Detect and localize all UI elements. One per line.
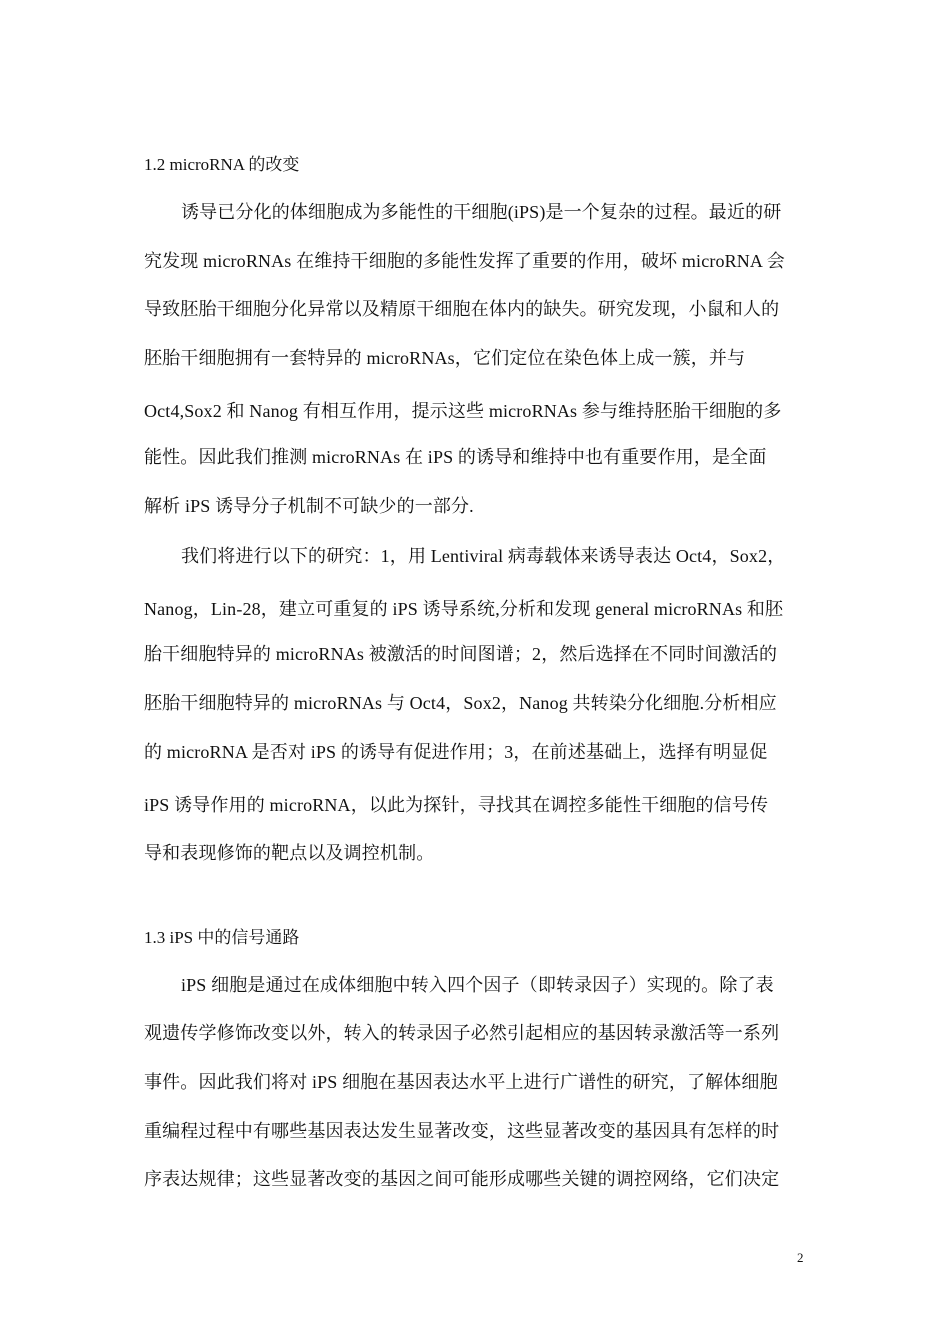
- paragraph-line: 导致胚胎干细胞分化异常以及精原干细胞在体内的缺失。研究发现，小鼠和人的: [144, 299, 780, 319]
- page-number: 2: [797, 1250, 804, 1265]
- paragraph-line: 能性。因此我们推测 microRNAs 在 iPS 的诱导和维持中也有重要作用，是全面: [144, 447, 767, 467]
- paragraph-line: 观遗传学修饰改变以外，转入的转录因子必然引起相应的基因转录激活等一系列: [144, 1023, 780, 1043]
- paragraph-line: Oct4,Sox2 和 Nanog 有相互作用，提示这些 microRNAs 参与维持胚胎干细胞的多: [144, 401, 782, 421]
- paragraph-line: iPS 诱导作用的 microRNA，以此为探针，寻找其在调控多能性干细胞的信号传: [144, 795, 769, 815]
- paragraph-line: 我们将进行以下的研究：1，用 Lentiviral 病毒载体来诱导表达 Oct4，Sox2，: [181, 546, 786, 566]
- paragraph-line: 导和表现修饰的靶点以及调控机制。: [144, 843, 435, 863]
- paragraph-line: 诱导已分化的体细胞成为多能性的干细胞(iPS)是一个复杂的过程。最近的研: [181, 202, 782, 222]
- paragraph-line: 序表达规律；这些显著改变的基因之间可能形成哪些关键的调控网络，它们决定: [144, 1169, 780, 1189]
- paragraph-line: 解析 iPS 诱导分子机制不可缺少的一部分.: [144, 496, 474, 516]
- section-heading-1-2: 1.2 microRNA 的改变: [144, 155, 300, 174]
- paragraph-line: Nanog，Lin-28，建立可重复的 iPS 诱导系统,分析和发现 general microRNAs 和胚: [144, 599, 784, 619]
- section-heading-1-3: 1.3 iPS 中的信号通路: [144, 928, 300, 947]
- paragraph-line: 究发现 microRNAs 在维持干细胞的多能性发挥了重要的作用，破坏 microRNA 会: [144, 251, 785, 271]
- paragraph-line: 事件。因此我们将对 iPS 细胞在基因表达水平上进行广谱性的研究，了解体细胞: [144, 1072, 778, 1092]
- paragraph-line: 重编程过程中有哪些基因表达发生显著改变，这些显著改变的基因具有怎样的时: [144, 1121, 780, 1141]
- paragraph-line: 胚胎干细胞特异的 microRNAs 与 Oct4，Sox2，Nanog 共转染分化细胞.分析相应: [144, 693, 777, 713]
- paragraph-line: iPS 细胞是通过在成体细胞中转入四个因子（即转录因子）实现的。除了表: [181, 975, 774, 995]
- paragraph-line: 的 microRNA 是否对 iPS 的诱导有促进作用；3，在前述基础上，选择有明显促: [144, 742, 768, 762]
- paragraph-line: 胚胎干细胞拥有一套特异的 microRNAs，它们定位在染色体上成一簇，并与: [144, 348, 746, 368]
- paragraph-line: 胎干细胞特异的 microRNAs 被激活的时间图谱；2，然后选择在不同时间激活的: [144, 644, 778, 664]
